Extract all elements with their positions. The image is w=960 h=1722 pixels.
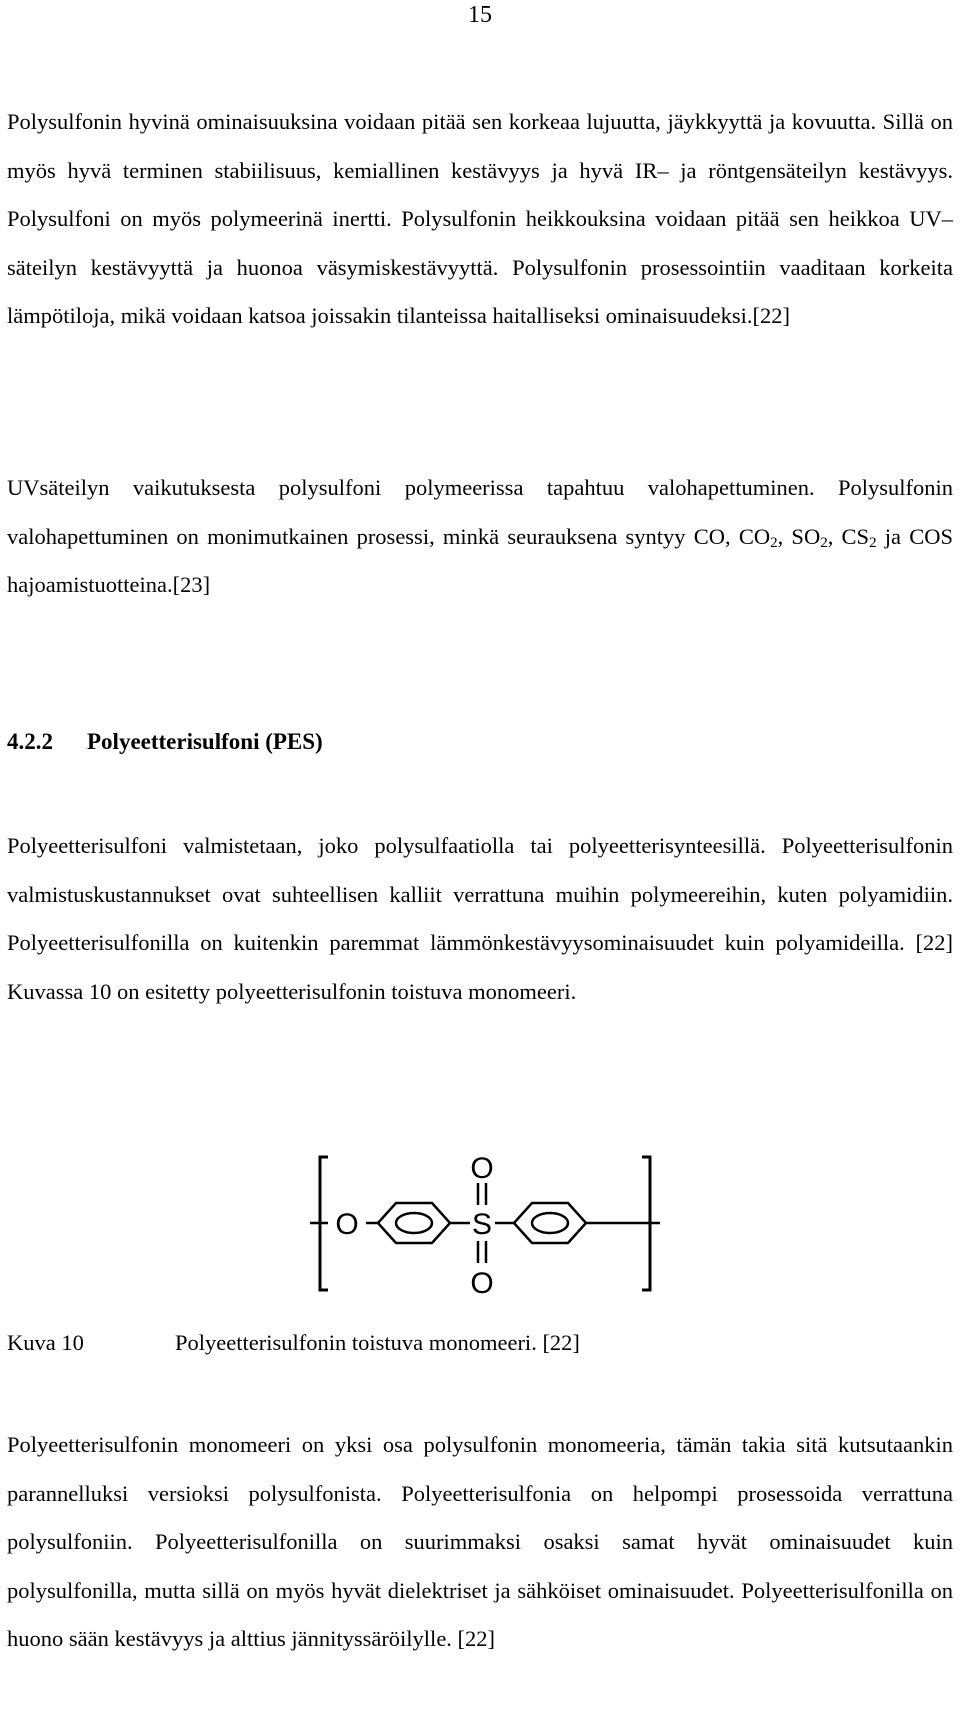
p2-lead: UVsäteilyn vaikutuksesta polysulfoni polymeerissa tapahtuu valohapettuminen. Polysulfonin valohapettuminen on monimutkainen prosessi, minkä seurauksena syntyy CO, CO bbox=[7, 475, 953, 549]
p2-tail: ja COS hajoamistuotteina.[23] bbox=[7, 523, 953, 597]
benzene-ring-right bbox=[514, 1203, 586, 1243]
atom-oxygen-top: O bbox=[470, 1152, 494, 1185]
caption-label: Kuva 10 bbox=[7, 1330, 84, 1355]
subscript-so2: 2 bbox=[820, 534, 828, 551]
benzene-ring-left bbox=[378, 1203, 450, 1243]
p2-mid2: , CS bbox=[827, 523, 870, 549]
paragraph-uv-oxidation bbox=[7, 464, 953, 610]
section-title: Polyeetterisulfoni (PES) bbox=[87, 729, 323, 754]
subscript-cs2: 2 bbox=[869, 534, 877, 551]
atom-oxygen-ether: O bbox=[335, 1208, 359, 1241]
paragraph-polysulfone-properties: Polysulfonin hyvinä ominaisuuksina voidaan pitää sen korkeaa lujuutta, jäykkyyttä ja kovuutta. Sillä on myös hyvä terminen stabiilisuus, kemiallinen kestävyys ja hyvä IR– ja röntgensäteilyn kestävyys. Polysulfoni on myös polymeerinä inertti. Polysulfonin heikkouksina voidaan pitää sen heikkoa UV–säteilyn kestävyyttä ja huonoa väsymiskestävyyttä. Polysulfonin prosessointiin vaaditaan korkeita lämpötiloja, mikä voidaan katsoa joissakin tilanteissa haitalliseksi ominaisuudeksi.[22] bbox=[7, 109, 953, 328]
pes-monomer-structure bbox=[310, 1145, 660, 1305]
aromatic-circle-left bbox=[396, 1213, 432, 1233]
page-number: 15 bbox=[468, 2, 492, 28]
p2-mid1: , SO bbox=[777, 523, 821, 549]
subscript-co2: 2 bbox=[770, 534, 778, 551]
figure-caption bbox=[7, 1328, 580, 1358]
section-number: 4.2.2 bbox=[7, 729, 53, 754]
caption-text: Polyeetterisulfonin toistuva monomeeri. [22] bbox=[175, 1330, 580, 1355]
atom-oxygen-bottom: O bbox=[470, 1267, 494, 1300]
paragraph-pes-monomer: Polyeetterisulfonin monomeeri on yksi osa polysulfonin monomeeria, tämän takia sitä kutsutaankin parannelluksi versioksi polysulfonista. Polyeetterisulfonia on helpompi prosessoida verrattuna polysulfoniin. Polyeetterisulfonilla on suurimmaksi osaksi samat hyvät ominaisuudet kuin polysulfonilla, mutta sillä on myös hyvät dielektriset ja sähköiset ominaisuudet. Polyeetterisulfonilla on huono sään kestävyys ja alttius jännityssäröilylle. [22] bbox=[7, 1432, 953, 1651]
paragraph-pes-manufacturing: Polyeetterisulfoni valmistetaan, joko polysulfaatiolla tai polyeetterisynteesillä. Polyeetterisulfonin valmistuskustannukset ovat suhteellisen kalliit verrattuna muihin polymeereihin, kuten polyamidiin. Polyeetterisulfonilla on kuitenkin paremmat lämmönkestävyysominaisuudet kuin polyamideilla. [22] Kuvassa 10 on esitetty polyeetterisulfonin toistuva monomeeri. bbox=[7, 833, 953, 1004]
aromatic-circle-right bbox=[532, 1213, 568, 1233]
section-heading bbox=[7, 727, 323, 757]
atom-sulfur: S bbox=[471, 1208, 493, 1241]
